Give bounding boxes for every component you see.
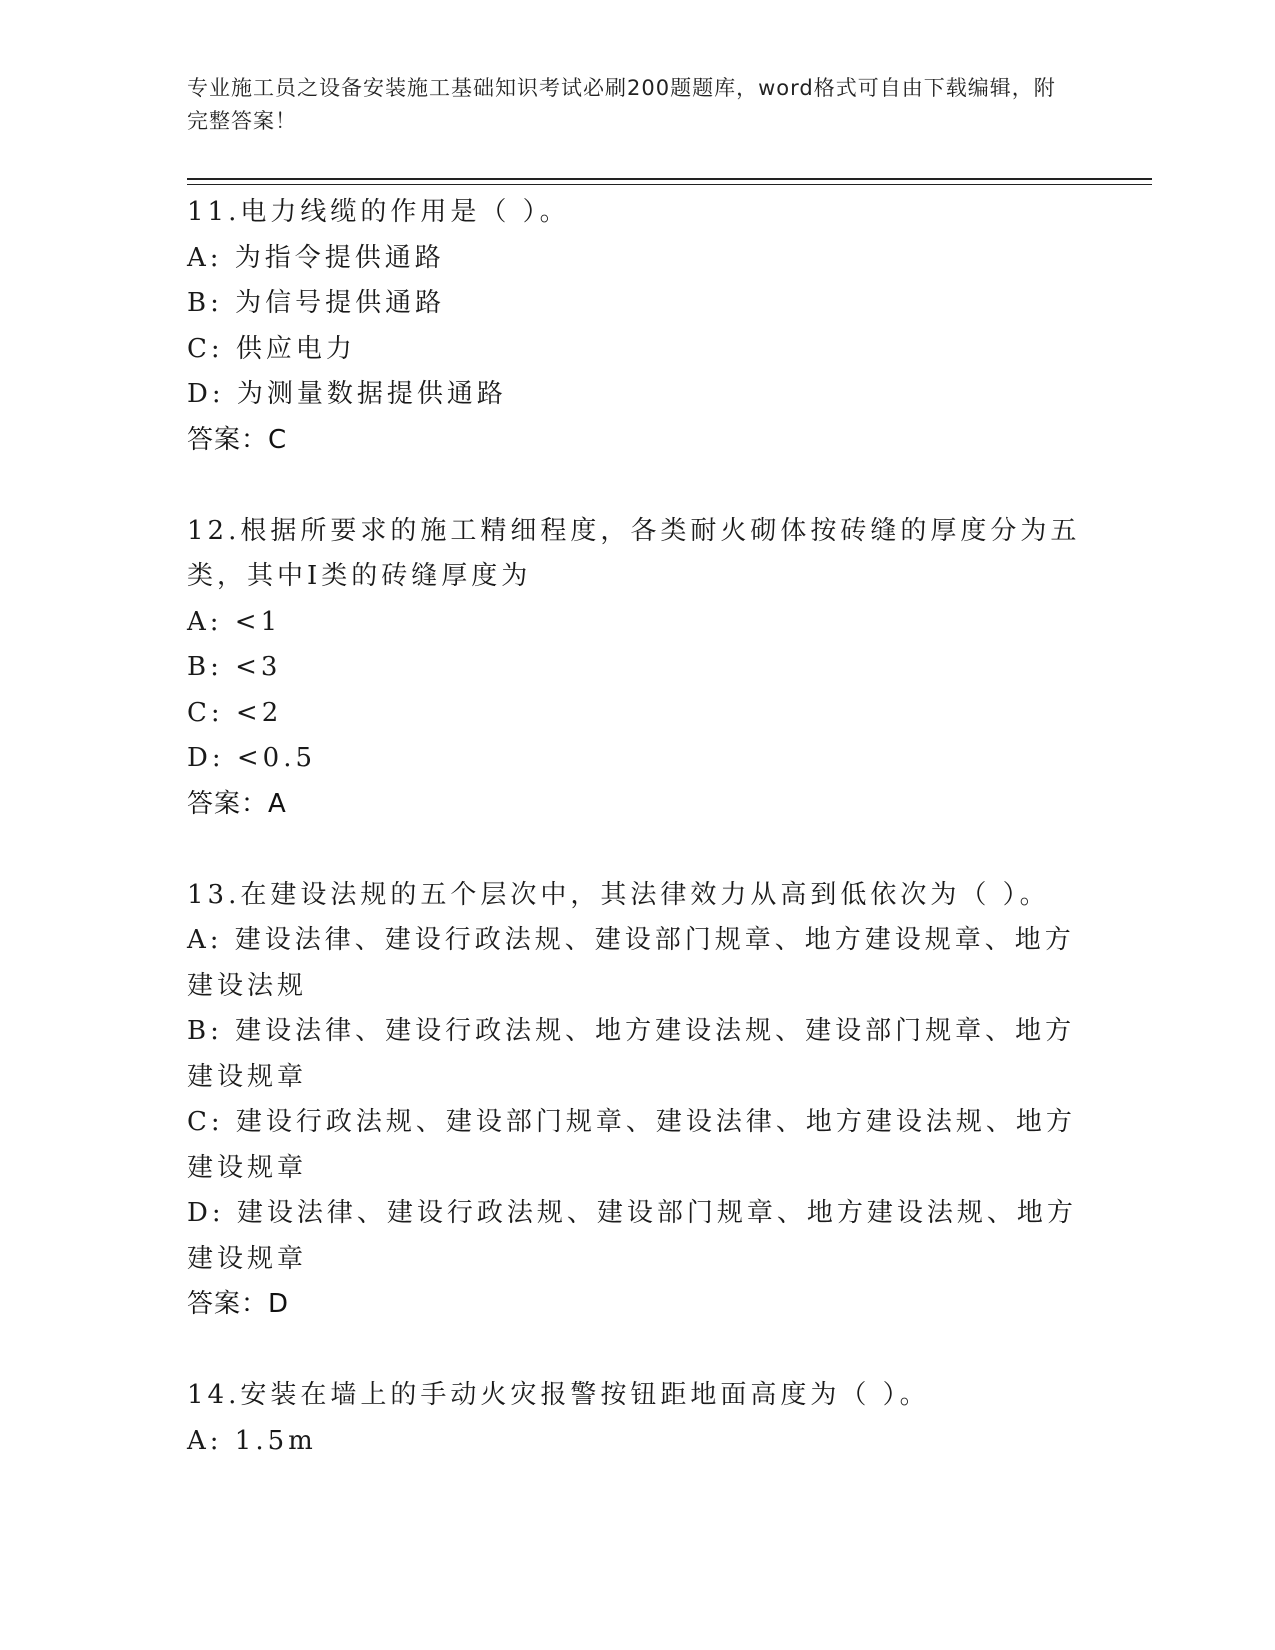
- answer: 答案：A: [187, 788, 287, 819]
- option-c: C: <2: [187, 697, 283, 728]
- question-12: [187, 509, 1087, 828]
- option-c: C: 建设行政法规、建设部门规章、建设法律、地方建设法规、地方建设规章: [187, 1107, 1076, 1183]
- option-b: B: <3: [187, 652, 282, 682]
- option-a: A: 为指令提供通路: [187, 242, 445, 273]
- question-14: [187, 1373, 1087, 1464]
- option-b: B: 为信号提供通路: [187, 288, 446, 318]
- option-a: A: <1: [187, 606, 282, 637]
- spacer: [187, 463, 1087, 509]
- option-d: D: 建设法律、建设行政法规、建设部门规章、地方建设法规、地方建设规章: [187, 1198, 1077, 1274]
- answer: 答案：D: [187, 1289, 290, 1319]
- header-divider: [187, 178, 1152, 180]
- header-divider-thin: [187, 184, 1152, 185]
- document-header: 专业施工员之设备安装施工基础知识考试必刷200题题库，word格式可自由下载编辑，附完整答案！: [187, 76, 1056, 133]
- option-a: A: 1.5m: [187, 1425, 317, 1456]
- question-list: [187, 190, 1087, 1464]
- spacer: [187, 827, 1087, 873]
- answer: 答案：C: [187, 424, 288, 455]
- question-13: [187, 873, 1087, 1328]
- option-c: C: 供应电力: [187, 333, 356, 364]
- question-stem: 11.电力线缆的作用是（ ）。: [187, 197, 570, 227]
- option-d: D: <0.5: [187, 743, 317, 773]
- option-a: A: 建设法律、建设行政法规、建设部门规章、地方建设规章、地方建设法规: [187, 925, 1075, 1001]
- question-11: [187, 190, 1087, 463]
- spacer: [187, 1328, 1087, 1374]
- question-stem: 12.根据所要求的施工精细程度，各类耐火砌体按砖缝的厚度分为五类，其中Ⅰ类的砖缝厚度为: [187, 515, 1081, 591]
- question-stem: 14.安装在墙上的手动火灾报警按钮距地面高度为（ ）。: [187, 1380, 930, 1410]
- option-d: D: 为测量数据提供通路: [187, 379, 507, 409]
- question-stem: 13.在建设法规的五个层次中，其法律效力从高到低依次为（ ）。: [187, 879, 1050, 910]
- option-b: B: 建设法律、建设行政法规、地方建设法规、建设部门规章、地方建设规章: [187, 1016, 1076, 1092]
